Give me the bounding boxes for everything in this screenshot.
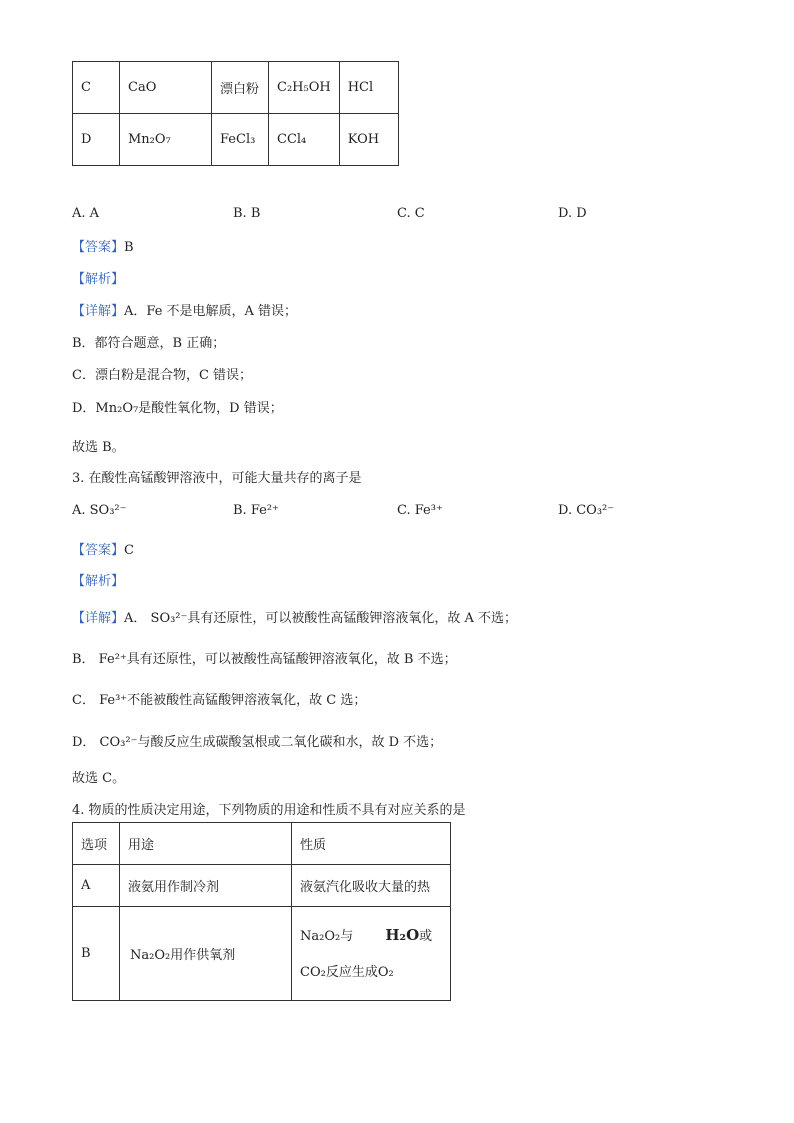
detail-line [72,607,517,626]
option-d: D. D [558,206,587,221]
option-a: A. A [72,206,100,221]
detail-text: A．Fe 不是电解质，A 错误； [124,304,298,319]
option-d: D. CO₃²⁻ [558,503,615,518]
detail-line: B．都符合题意，B 正确； [72,336,226,351]
conclusion-line: 故选 C。 [72,771,126,786]
table-cell: CCl₄ [269,114,340,166]
detail-line: C．漂白粉是混合物，C 错误； [72,368,253,383]
table-cell: C [73,62,120,114]
table-header-row [73,823,451,865]
classification-table [72,61,399,166]
table-cell: HCl [339,62,398,114]
question-stem: 4. 物质的性质决定用途，下列物质的用途和性质不具有对应关系的是 [72,803,466,818]
detail-line: D． CO₃²⁻与酸反应生成碳酸氢根或二氧化碳和水，故 D 不选； [72,735,443,750]
analysis-tag: 【解析】 [72,574,125,589]
table-cell: D [73,114,120,166]
detail-tag: 【详解】 [72,304,125,319]
option-c: C. C [397,206,425,221]
option-b: B. Fe²⁺ [233,503,279,518]
conclusion-line: 故选 B。 [72,440,125,455]
header-cell: 选项 [73,823,120,865]
table-cell: 漂白粉 [212,62,269,114]
answer-line [72,236,134,255]
table-row [73,865,451,907]
table-cell: Na₂O₂用作供氧剂 [120,907,292,1001]
table-cell: Mn₂O₇ [120,114,212,166]
option-c: C. Fe³⁺ [397,503,443,518]
answer-tag: 【答案】 [72,543,125,558]
table-cell: 液氨汽化吸收大量的热 [292,865,451,907]
answer-line [72,539,134,558]
detail-line: B． Fe²⁺具有还原性，可以被酸性高锰酸钾溶液氧化，故 B 不选； [72,652,457,667]
question-stem: 3. 在酸性高锰酸钾溶液中，可能大量共存的离子是 [72,471,362,486]
table-cell: CaO [120,62,212,114]
table-cell: A [73,865,120,907]
property-use-table [72,822,451,1001]
detail-line: D．Mn₂O₇是酸性氧化物，D 错误； [72,401,283,416]
property-text: Na₂O₂与 [300,928,354,944]
table-cell: C₂H₅OH [269,62,340,114]
property-text: 或 [419,928,433,944]
property-line [300,924,442,948]
table-row [73,907,451,1001]
analysis-tag: 【解析】 [72,272,125,287]
table-cell: B [73,907,120,1001]
table-row [73,114,399,166]
option-a: A. SO₃²⁻ [72,503,127,518]
detail-line [72,300,297,319]
table-row [73,62,399,114]
header-cell: 性质 [292,823,451,865]
table-cell: FeCl₃ [212,114,269,166]
table-cell: KOH [339,114,398,166]
answer-tag: 【答案】 [72,240,125,255]
detail-text: A． SO₃²⁻具有还原性，可以被酸性高锰酸钾溶液氧化，故 A 不选； [124,611,518,626]
answer-value: B [124,240,134,255]
detail-line: C． Fe³⁺不能被酸性高锰酸钾溶液氧化，故 C 选； [72,693,367,708]
header-cell: 用途 [120,823,292,865]
table-cell: 液氨用作制冷剂 [120,865,292,907]
formula-text: H₂O [385,925,420,944]
option-b: B. B [233,206,261,221]
property-line: CO₂反应生成O₂ [300,964,394,980]
detail-tag: 【详解】 [72,611,125,626]
table-cell [292,907,451,1001]
answer-value: C [124,543,134,558]
